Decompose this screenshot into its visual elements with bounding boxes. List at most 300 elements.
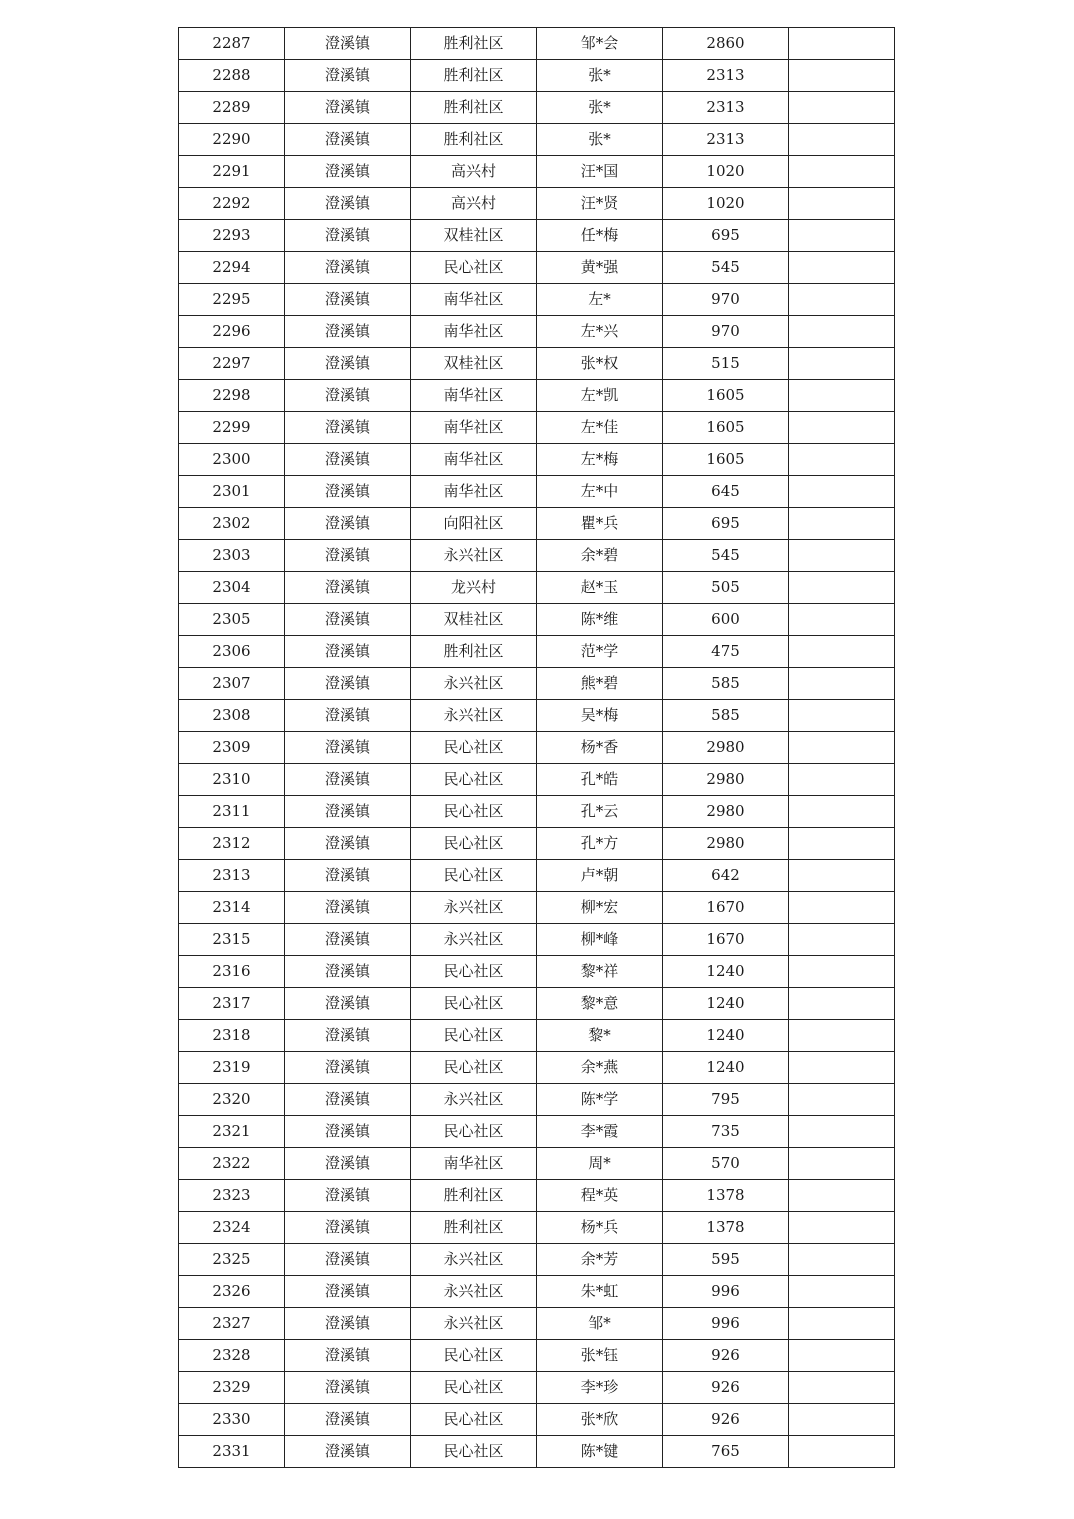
note-cell [789,764,895,796]
seq-cell: 2292 [179,188,285,220]
community-cell: 南华社区 [411,316,537,348]
note-cell [789,1020,895,1052]
town-cell: 澄溪镇 [285,1436,411,1468]
table-row [179,892,895,924]
seq-cell: 2329 [179,1372,285,1404]
town-cell: 澄溪镇 [285,92,411,124]
note-cell [789,1340,895,1372]
note-cell [789,60,895,92]
community-cell: 民心社区 [411,956,537,988]
community-cell: 民心社区 [411,732,537,764]
community-cell: 永兴社区 [411,1244,537,1276]
town-cell: 澄溪镇 [285,732,411,764]
seq-cell: 2305 [179,604,285,636]
town-cell: 澄溪镇 [285,604,411,636]
town-cell: 澄溪镇 [285,348,411,380]
seq-cell: 2306 [179,636,285,668]
note-cell [789,476,895,508]
amount-cell: 735 [663,1116,789,1148]
community-cell: 永兴社区 [411,668,537,700]
table-row [179,732,895,764]
table-row [179,860,895,892]
table-row [179,476,895,508]
community-cell: 民心社区 [411,1020,537,1052]
town-cell: 澄溪镇 [285,1276,411,1308]
note-cell [789,540,895,572]
name-cell: 杨*兵 [537,1212,663,1244]
seq-cell: 2311 [179,796,285,828]
seq-cell: 2290 [179,124,285,156]
note-cell [789,284,895,316]
table-row [179,1212,895,1244]
note-cell [789,380,895,412]
note-cell [789,892,895,924]
amount-cell: 515 [663,348,789,380]
amount-cell: 2980 [663,732,789,764]
data-table [178,27,895,1468]
table-row [179,1020,895,1052]
table-row [179,764,895,796]
community-cell: 胜利社区 [411,28,537,60]
seq-cell: 2300 [179,444,285,476]
name-cell: 邹* [537,1308,663,1340]
community-cell: 胜利社区 [411,60,537,92]
table-row [179,348,895,380]
amount-cell: 695 [663,220,789,252]
community-cell: 高兴村 [411,188,537,220]
town-cell: 澄溪镇 [285,412,411,444]
seq-cell: 2317 [179,988,285,1020]
table-row [179,252,895,284]
community-cell: 民心社区 [411,252,537,284]
table-row [179,508,895,540]
community-cell: 胜利社区 [411,92,537,124]
name-cell: 左*佳 [537,412,663,444]
name-cell: 孔*皓 [537,764,663,796]
town-cell: 澄溪镇 [285,1052,411,1084]
town-cell: 澄溪镇 [285,700,411,732]
name-cell: 周* [537,1148,663,1180]
amount-cell: 1605 [663,412,789,444]
community-cell: 高兴村 [411,156,537,188]
table-row [179,220,895,252]
name-cell: 黎* [537,1020,663,1052]
seq-cell: 2288 [179,60,285,92]
note-cell [789,92,895,124]
seq-cell: 2293 [179,220,285,252]
town-cell: 澄溪镇 [285,1340,411,1372]
note-cell [789,348,895,380]
amount-cell: 1240 [663,1052,789,1084]
community-cell: 双桂社区 [411,348,537,380]
amount-cell: 1240 [663,1020,789,1052]
amount-cell: 926 [663,1340,789,1372]
seq-cell: 2295 [179,284,285,316]
table-row [179,828,895,860]
table-row [179,604,895,636]
note-cell [789,412,895,444]
name-cell: 黎*祥 [537,956,663,988]
table-row [179,636,895,668]
seq-cell: 2327 [179,1308,285,1340]
seq-cell: 2331 [179,1436,285,1468]
town-cell: 澄溪镇 [285,252,411,284]
seq-cell: 2299 [179,412,285,444]
table-row [179,540,895,572]
table-row [179,1404,895,1436]
town-cell: 澄溪镇 [285,476,411,508]
town-cell: 澄溪镇 [285,1084,411,1116]
community-cell: 民心社区 [411,828,537,860]
town-cell: 澄溪镇 [285,444,411,476]
name-cell: 左*中 [537,476,663,508]
amount-cell: 505 [663,572,789,604]
amount-cell: 1670 [663,892,789,924]
note-cell [789,956,895,988]
note-cell [789,1116,895,1148]
name-cell: 李*霞 [537,1116,663,1148]
amount-cell: 545 [663,540,789,572]
table-row [179,1436,895,1468]
seq-cell: 2320 [179,1084,285,1116]
note-cell [789,572,895,604]
town-cell: 澄溪镇 [285,892,411,924]
table-row [179,956,895,988]
town-cell: 澄溪镇 [285,956,411,988]
note-cell [789,988,895,1020]
amount-cell: 795 [663,1084,789,1116]
name-cell: 朱*虹 [537,1276,663,1308]
seq-cell: 2294 [179,252,285,284]
town-cell: 澄溪镇 [285,508,411,540]
name-cell: 孔*方 [537,828,663,860]
seq-cell: 2318 [179,1020,285,1052]
name-cell: 程*英 [537,1180,663,1212]
amount-cell: 1240 [663,956,789,988]
seq-cell: 2304 [179,572,285,604]
name-cell: 左*兴 [537,316,663,348]
town-cell: 澄溪镇 [285,796,411,828]
seq-cell: 2312 [179,828,285,860]
amount-cell: 600 [663,604,789,636]
community-cell: 南华社区 [411,284,537,316]
note-cell [789,604,895,636]
table-body [179,28,895,1468]
table-row [179,1084,895,1116]
seq-cell: 2314 [179,892,285,924]
name-cell: 左* [537,284,663,316]
seq-cell: 2319 [179,1052,285,1084]
seq-cell: 2297 [179,348,285,380]
amount-cell: 570 [663,1148,789,1180]
table-row [179,1116,895,1148]
amount-cell: 2313 [663,60,789,92]
name-cell: 张*欣 [537,1404,663,1436]
community-cell: 民心社区 [411,988,537,1020]
name-cell: 任*梅 [537,220,663,252]
town-cell: 澄溪镇 [285,1020,411,1052]
community-cell: 永兴社区 [411,924,537,956]
amount-cell: 2313 [663,92,789,124]
community-cell: 胜利社区 [411,1212,537,1244]
community-cell: 民心社区 [411,1116,537,1148]
name-cell: 余*燕 [537,1052,663,1084]
note-cell [789,860,895,892]
name-cell: 杨*香 [537,732,663,764]
community-cell: 民心社区 [411,1052,537,1084]
amount-cell: 1605 [663,444,789,476]
name-cell: 张*钰 [537,1340,663,1372]
community-cell: 永兴社区 [411,1084,537,1116]
seq-cell: 2315 [179,924,285,956]
name-cell: 陈*键 [537,1436,663,1468]
community-cell: 胜利社区 [411,1180,537,1212]
amount-cell: 765 [663,1436,789,1468]
name-cell: 卢*朝 [537,860,663,892]
amount-cell: 926 [663,1404,789,1436]
table-row [179,156,895,188]
note-cell [789,156,895,188]
name-cell: 左*凯 [537,380,663,412]
name-cell: 孔*云 [537,796,663,828]
amount-cell: 545 [663,252,789,284]
table-row [179,380,895,412]
seq-cell: 2309 [179,732,285,764]
name-cell: 李*珍 [537,1372,663,1404]
amount-cell: 1020 [663,156,789,188]
table-row [179,1340,895,1372]
community-cell: 南华社区 [411,380,537,412]
seq-cell: 2301 [179,476,285,508]
note-cell [789,1244,895,1276]
seq-cell: 2322 [179,1148,285,1180]
name-cell: 余*芳 [537,1244,663,1276]
amount-cell: 970 [663,284,789,316]
seq-cell: 2323 [179,1180,285,1212]
name-cell: 黎*意 [537,988,663,1020]
name-cell: 柳*峰 [537,924,663,956]
town-cell: 澄溪镇 [285,828,411,860]
amount-cell: 645 [663,476,789,508]
table-row [179,92,895,124]
community-cell: 民心社区 [411,1372,537,1404]
town-cell: 澄溪镇 [285,1372,411,1404]
table-row [179,796,895,828]
note-cell [789,220,895,252]
note-cell [789,1308,895,1340]
note-cell [789,1180,895,1212]
amount-cell: 585 [663,668,789,700]
seq-cell: 2302 [179,508,285,540]
amount-cell: 1378 [663,1212,789,1244]
table-row [179,60,895,92]
note-cell [789,668,895,700]
note-cell [789,796,895,828]
note-cell [789,924,895,956]
note-cell [789,1372,895,1404]
town-cell: 澄溪镇 [285,28,411,60]
town-cell: 澄溪镇 [285,988,411,1020]
name-cell: 汪*贤 [537,188,663,220]
note-cell [789,316,895,348]
name-cell: 瞿*兵 [537,508,663,540]
amount-cell: 2860 [663,28,789,60]
note-cell [789,444,895,476]
community-cell: 双桂社区 [411,604,537,636]
seq-cell: 2324 [179,1212,285,1244]
amount-cell: 1605 [663,380,789,412]
community-cell: 龙兴村 [411,572,537,604]
table-row [179,444,895,476]
community-cell: 向阳社区 [411,508,537,540]
name-cell: 张*权 [537,348,663,380]
seq-cell: 2296 [179,316,285,348]
note-cell [789,1276,895,1308]
seq-cell: 2330 [179,1404,285,1436]
note-cell [789,188,895,220]
note-cell [789,28,895,60]
community-cell: 胜利社区 [411,124,537,156]
seq-cell: 2316 [179,956,285,988]
community-cell: 永兴社区 [411,1308,537,1340]
name-cell: 赵*玉 [537,572,663,604]
community-cell: 南华社区 [411,1148,537,1180]
community-cell: 民心社区 [411,1436,537,1468]
note-cell [789,1084,895,1116]
amount-cell: 996 [663,1308,789,1340]
town-cell: 澄溪镇 [285,636,411,668]
amount-cell: 926 [663,1372,789,1404]
table-row [179,668,895,700]
town-cell: 澄溪镇 [285,1308,411,1340]
town-cell: 澄溪镇 [285,220,411,252]
name-cell: 左*梅 [537,444,663,476]
name-cell: 张* [537,92,663,124]
note-cell [789,508,895,540]
amount-cell: 2313 [663,124,789,156]
town-cell: 澄溪镇 [285,572,411,604]
community-cell: 民心社区 [411,1340,537,1372]
seq-cell: 2310 [179,764,285,796]
amount-cell: 2980 [663,796,789,828]
town-cell: 澄溪镇 [285,1404,411,1436]
table-row [179,1180,895,1212]
note-cell [789,1436,895,1468]
amount-cell: 695 [663,508,789,540]
amount-cell: 1670 [663,924,789,956]
note-cell [789,1212,895,1244]
note-cell [789,124,895,156]
name-cell: 张* [537,124,663,156]
town-cell: 澄溪镇 [285,156,411,188]
seq-cell: 2307 [179,668,285,700]
community-cell: 胜利社区 [411,636,537,668]
table-row [179,988,895,1020]
town-cell: 澄溪镇 [285,924,411,956]
community-cell: 南华社区 [411,412,537,444]
amount-cell: 475 [663,636,789,668]
amount-cell: 2980 [663,828,789,860]
name-cell: 张* [537,60,663,92]
town-cell: 澄溪镇 [285,1212,411,1244]
town-cell: 澄溪镇 [285,1244,411,1276]
community-cell: 永兴社区 [411,700,537,732]
town-cell: 澄溪镇 [285,284,411,316]
name-cell: 汪*国 [537,156,663,188]
name-cell: 陈*学 [537,1084,663,1116]
town-cell: 澄溪镇 [285,380,411,412]
seq-cell: 2326 [179,1276,285,1308]
seq-cell: 2321 [179,1116,285,1148]
amount-cell: 1378 [663,1180,789,1212]
town-cell: 澄溪镇 [285,124,411,156]
table-row [179,1052,895,1084]
amount-cell: 642 [663,860,789,892]
community-cell: 永兴社区 [411,540,537,572]
town-cell: 澄溪镇 [285,860,411,892]
note-cell [789,1404,895,1436]
table-row [179,316,895,348]
seq-cell: 2325 [179,1244,285,1276]
amount-cell: 585 [663,700,789,732]
seq-cell: 2287 [179,28,285,60]
town-cell: 澄溪镇 [285,1180,411,1212]
community-cell: 民心社区 [411,1404,537,1436]
seq-cell: 2291 [179,156,285,188]
seq-cell: 2298 [179,380,285,412]
table-row [179,284,895,316]
note-cell [789,700,895,732]
note-cell [789,252,895,284]
table-row [179,124,895,156]
town-cell: 澄溪镇 [285,668,411,700]
community-cell: 民心社区 [411,764,537,796]
town-cell: 澄溪镇 [285,764,411,796]
name-cell: 范*学 [537,636,663,668]
town-cell: 澄溪镇 [285,316,411,348]
amount-cell: 2980 [663,764,789,796]
table-row [179,572,895,604]
name-cell: 余*碧 [537,540,663,572]
name-cell: 陈*维 [537,604,663,636]
seq-cell: 2328 [179,1340,285,1372]
name-cell: 黄*强 [537,252,663,284]
amount-cell: 996 [663,1276,789,1308]
table-row [179,924,895,956]
town-cell: 澄溪镇 [285,540,411,572]
community-cell: 双桂社区 [411,220,537,252]
note-cell [789,1148,895,1180]
table-row [179,1148,895,1180]
table-row [179,188,895,220]
note-cell [789,636,895,668]
name-cell: 邹*会 [537,28,663,60]
town-cell: 澄溪镇 [285,1116,411,1148]
table-row [179,1276,895,1308]
town-cell: 澄溪镇 [285,60,411,92]
town-cell: 澄溪镇 [285,188,411,220]
name-cell: 柳*宏 [537,892,663,924]
table-row [179,700,895,732]
seq-cell: 2289 [179,92,285,124]
note-cell [789,1052,895,1084]
seq-cell: 2313 [179,860,285,892]
table-row [179,1244,895,1276]
community-cell: 永兴社区 [411,1276,537,1308]
note-cell [789,732,895,764]
seq-cell: 2303 [179,540,285,572]
community-cell: 民心社区 [411,860,537,892]
